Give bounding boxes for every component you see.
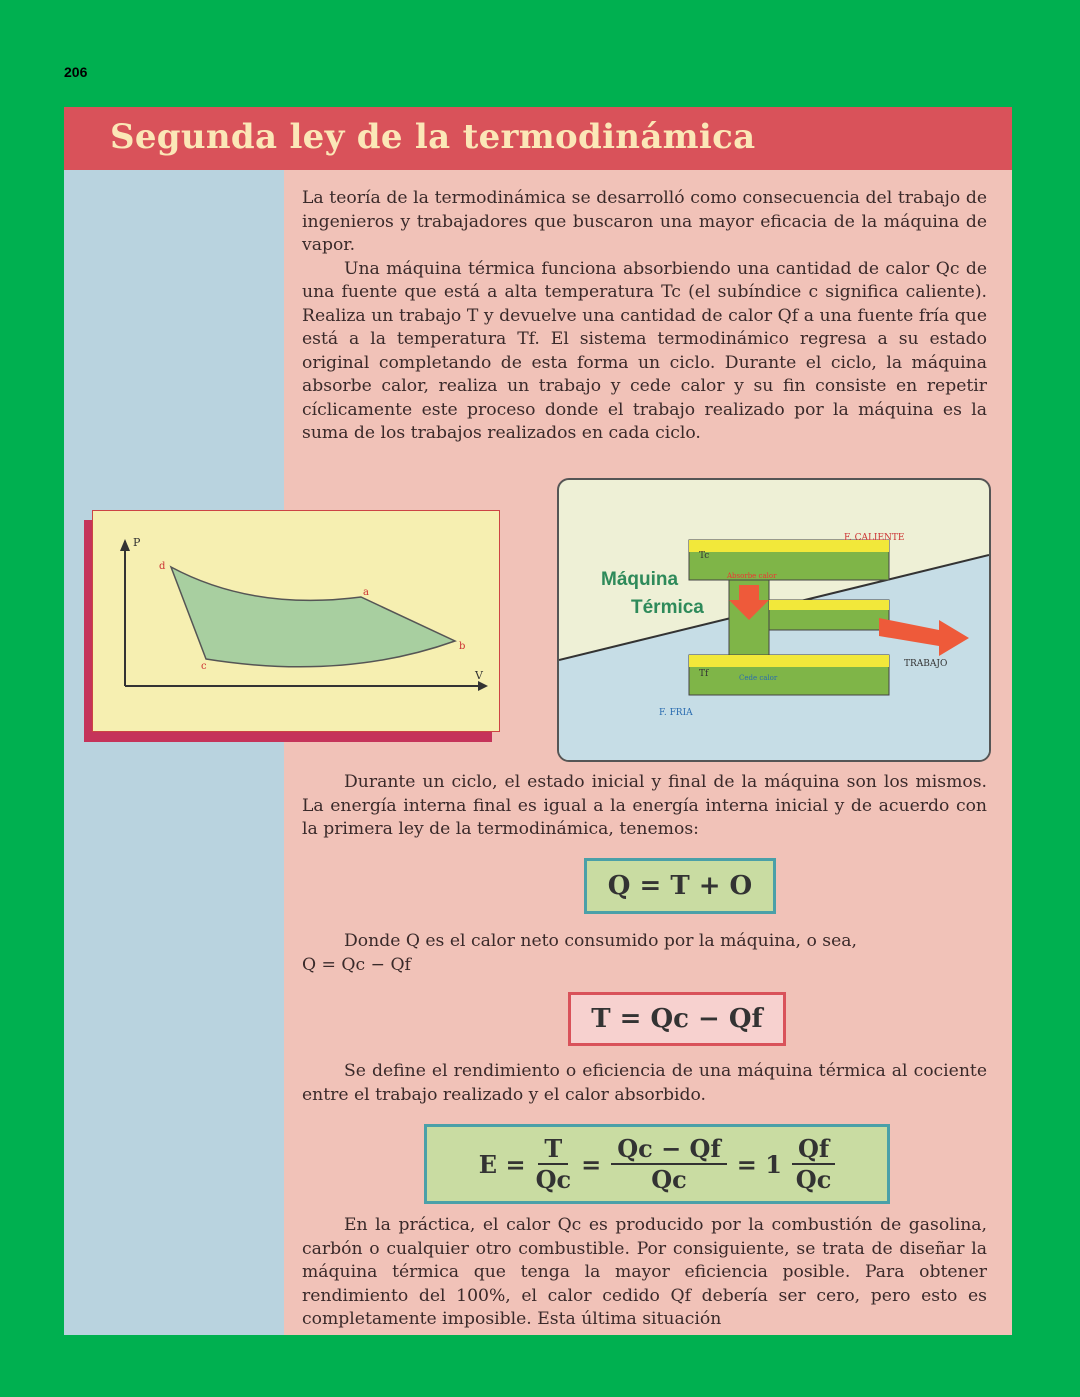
pv-diagram [92, 510, 500, 732]
page-title: Segunda ley de la termodinámica [110, 117, 756, 157]
point-label: b [459, 641, 466, 652]
side-strip [64, 170, 284, 1335]
engine-title: Máquina [601, 569, 679, 590]
paragraph: En la práctica, el calor Qc es producido por la combustión de gasolina, carbón o cualquier otro combustible. Por consiguiente, se trata de diseñar la máquina térmica que tenga la mayor eficiencia posible. Para obtener rendimiento del 100%, el calor cedido Qf debería ser cero, pero esto es completamente imposible. Esta última situación [302, 1215, 987, 1329]
efficiency-text [302, 1060, 987, 1107]
pv-graph [93, 511, 499, 731]
eq-part: E = [478, 1149, 526, 1179]
cold-source-label: F. FRIA [659, 708, 693, 718]
equation-work: T = Qc − Qf [568, 992, 786, 1046]
engine-illustration [559, 480, 989, 760]
paragraph: Donde Q es el calor neto consumido por la máquina, o sea, [344, 931, 857, 951]
net-heat-text [302, 930, 987, 977]
cedes-label: Cede calor [739, 674, 778, 682]
title-banner [64, 107, 1012, 170]
paragraph: Durante un ciclo, el estado inicial y final de la máquina son los mismos. La energía interna final es igual a la energía interna inicial y de acuerdo con la primera ley de la termodinámica, tenemos: [302, 772, 987, 839]
work-label: TRABAJO [904, 659, 948, 669]
engine-title: Térmica [631, 597, 704, 618]
denominator: Qc [795, 1165, 832, 1194]
point-label: a [363, 587, 369, 598]
numerator: T [538, 1134, 568, 1165]
page-number: 206 [64, 64, 88, 80]
paragraph: Q = Qc − Qf [302, 954, 411, 975]
paragraph: La teoría de la termodinámica se desarrolló como consecuencia del trabajo de ingenieros y trabajadores que buscaron una mayor eficacia de la máquina de vapor. [302, 188, 987, 255]
paragraph: Una máquina térmica funciona absorbiendo una cantidad de calor Qc de una fuente que está a alta temperatura Tc (el subíndice c significa caliente). Realiza un trabajo T y devuelve una cantidad de calor Qf a una fuente fría que está a la temperatura Tf. El sistema termodinámico regresa a su estado original completando de esta forma un ciclo. Durante el ciclo, la máquina absorbe calor, realiza un trabajo y cede calor y su fin consiste en repetir cíclicamente este proceso donde el trabajo realizado por la máquina es la suma de los trabajos realizados en cada ciclo. [302, 258, 987, 443]
heat-engine-diagram [557, 478, 991, 762]
equation-efficiency [424, 1124, 890, 1204]
p-axis-label: P [133, 536, 141, 549]
practice-text [302, 1214, 987, 1332]
eq-part: = 1 [736, 1149, 782, 1179]
textbook-page [64, 107, 1012, 1335]
tf-label: Tf [699, 669, 709, 679]
absorbs-label: Absorbe calor [727, 572, 777, 580]
fraction [611, 1134, 727, 1194]
equation-first-law: Q = T + O [584, 858, 776, 914]
cycle-text [302, 771, 987, 842]
v-axis-label: V [475, 669, 483, 682]
numerator: Qc − Qf [611, 1134, 727, 1165]
intro-text [302, 187, 987, 446]
denominator: Qc [535, 1165, 572, 1194]
denominator: Qc [651, 1165, 687, 1194]
tc-label: Tc [699, 551, 710, 561]
numerator: Qf [792, 1134, 835, 1165]
fraction [792, 1134, 835, 1194]
point-label: d [159, 561, 166, 572]
paragraph: Se define el rendimiento o eficiencia de una máquina térmica al cociente entre el trabajo realizado y el calor absorbido. [302, 1061, 987, 1105]
fraction [536, 1134, 572, 1194]
point-label: c [201, 661, 207, 672]
hot-source-label: F. CALIENTE [844, 533, 905, 543]
eq-part: = [581, 1149, 602, 1179]
